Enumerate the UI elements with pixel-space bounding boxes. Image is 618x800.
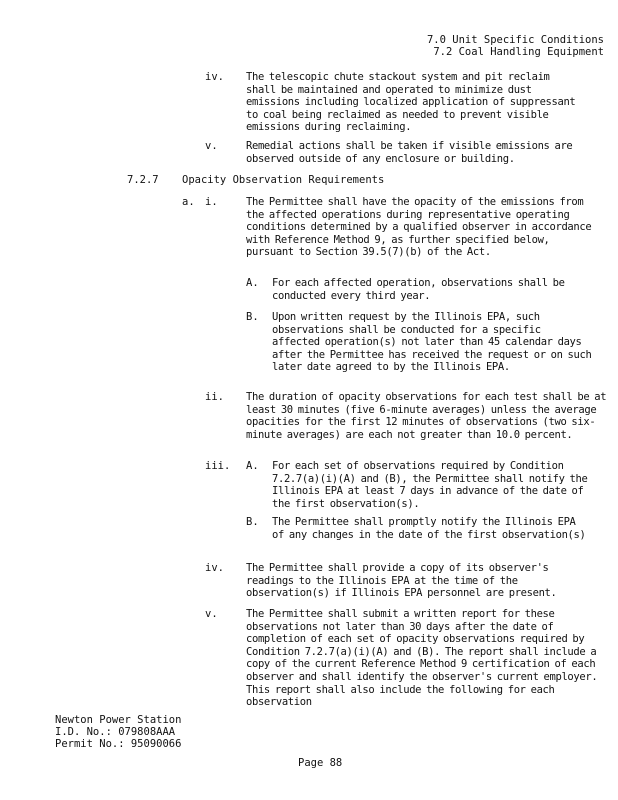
item-a-i-marker: i. [205, 196, 218, 208]
item-a-i-A-marker: A. [246, 277, 259, 289]
header-subsection-title: 7.2 Coal Handling Equipment [433, 46, 604, 58]
item-a-iv-text: The Permittee shall provide a copy of its observer's readings to the Illinois EPA at the time of the observation(s) if Illinois EPA personnel are present. [246, 562, 557, 600]
item-a-i-A-text: For each affected operation, observations shall be conducted every third year. [272, 277, 565, 302]
item-v-marker: v. [205, 140, 218, 152]
item-a-i-B-text: Upon written request by the Illinois EPA, such observations shall be conducted for a specific affected operation(s) not later than 45 calendar days after the Permittee has received the request or on such later date agreed to by the Illinois EPA. [272, 311, 592, 374]
footer-permit-number: Permit No.: 95090066 [55, 738, 182, 750]
item-v-text: Remedial actions shall be taken if visible emissions are observed outside of any enclosure or building. [246, 140, 573, 165]
item-iii-B-marker: B. [246, 516, 259, 528]
item-a-i-B-marker: B. [246, 311, 259, 323]
item-a-v-text: The Permittee shall submit a written report for these observations not later than 30 days after the date of completion of each set of opacity observations required by Condition 7.2.7(a)(i)(A) and (B). The report shall include a copy of the current Reference Method 9 certification of each observer and shall identify the observer's current employer. This report shall also include the following for each observation [246, 608, 598, 709]
section-number: 7.2.7 [127, 174, 159, 186]
item-iii-B-text: The Permittee shall promptly notify the Illinois EPA of any changes in the date of the first observation(s) [272, 516, 586, 541]
page-number: Page 88 [298, 757, 343, 769]
item-a-iv-marker: iv. [205, 562, 224, 574]
item-iii-A-text: For each set of observations required by Condition 7.2.7(a)(i)(A) and (B), the Permittee shall notify the Illinois EPA at least 7 days in advance of the date of the first observation(s). [272, 460, 588, 510]
footer-id-number: I.D. No.: 079808AAA [55, 726, 176, 738]
footer-station-name: Newton Power Station [55, 714, 182, 726]
item-iv-text: The telescopic chute stackout system and pit reclaim shall be maintained and operated to minimize dust emissions including localized application of suppressant to coal being reclaimed as needed to prevent visible emissions during reclaiming. [246, 71, 576, 134]
item-ii-marker: ii. [205, 391, 224, 403]
header-section-title: 7.0 Unit Specific Conditions [426, 34, 604, 46]
item-iv-marker: iv. [205, 71, 224, 83]
item-a-marker: a. [182, 196, 195, 208]
item-a-i-text: The Permittee shall have the opacity of the emissions from the affected operations during representative operating conditions determined by a qualified observer in accordance with Reference Method 9, as further specified below, pursuant to Section 39.5(7)(b) of the Act. [246, 196, 592, 259]
item-ii-text: The duration of opacity observations for each test shall be at least 30 minutes (five 6-minute averages) unless the average opacities for the first 12 minutes of observations (two six-minute averages) are each not greater than 10.0 percent. [246, 391, 607, 441]
item-a-v-marker: v. [205, 608, 218, 620]
section-title: Opacity Observation Requirements [182, 174, 385, 186]
item-iii-marker: iii. [205, 460, 231, 472]
item-iii-A-marker: A. [246, 460, 259, 472]
